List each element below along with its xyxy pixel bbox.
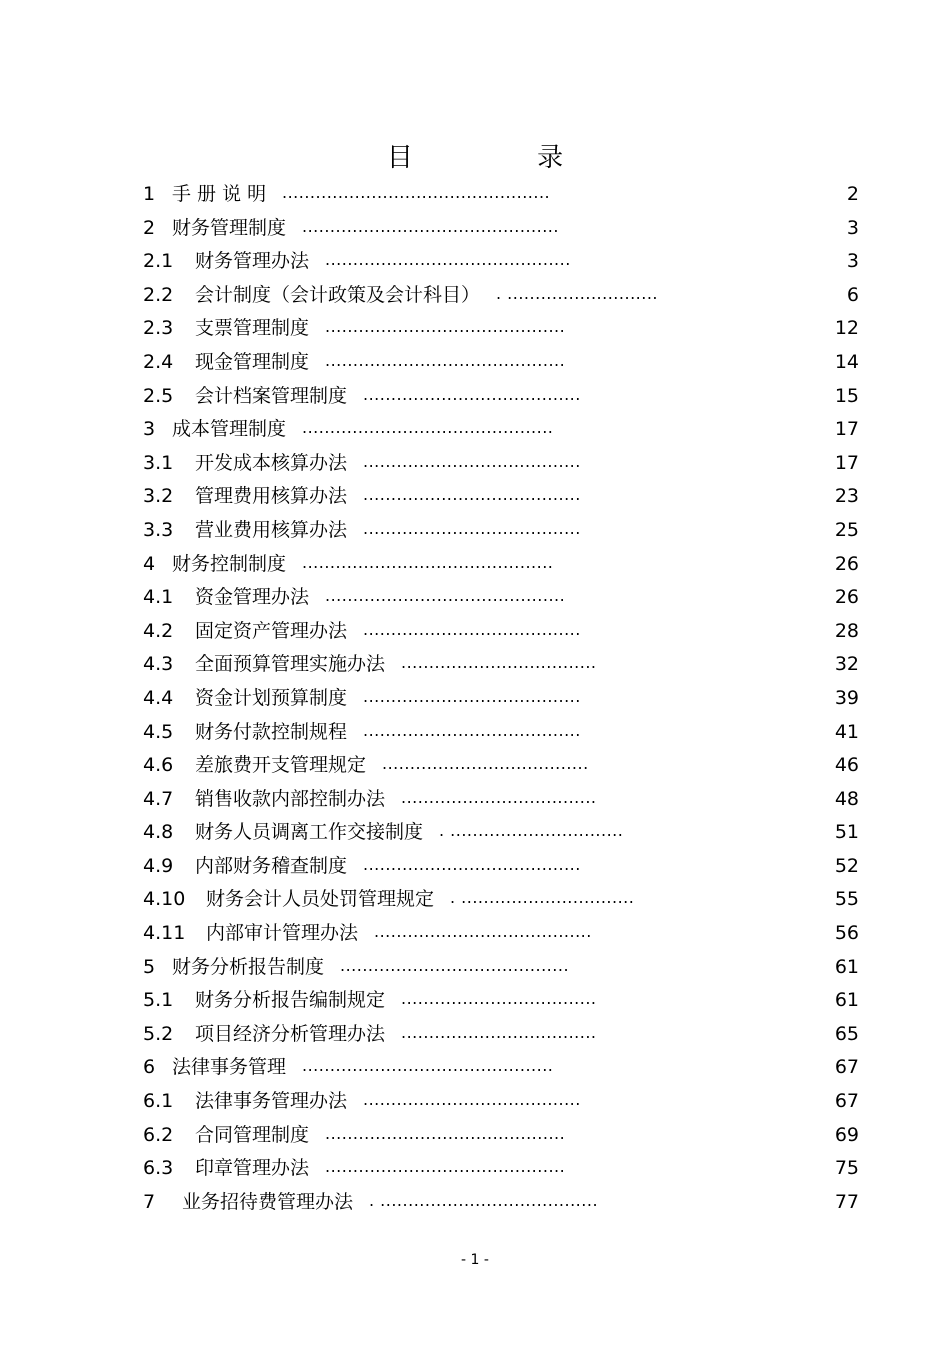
toc-entry-page: 46: [834, 754, 859, 777]
toc-entry-title: 营业费用核算办法: [195, 518, 348, 541]
toc-entry-leader: .............................................: [302, 1056, 554, 1076]
toc-entry-number: 4.5: [143, 720, 174, 743]
toc-entry[interactable]: [0, 312, 950, 346]
toc-entry-leader: ................................................: [282, 183, 551, 202]
toc-entry-page: 26: [834, 586, 859, 609]
toc-entry[interactable]: [0, 245, 950, 279]
toc-entry-page: 48: [834, 787, 859, 810]
toc-entry-leader: ...........................................: [325, 586, 566, 606]
toc-entry-leader: .........................................: [340, 955, 570, 975]
toc-entry[interactable]: [0, 1186, 950, 1220]
toc-entry-number: 4.6: [143, 754, 174, 777]
toc-entry-page: 41: [834, 720, 859, 743]
toc-entry[interactable]: [0, 1152, 950, 1186]
toc-entry-page: 28: [834, 619, 859, 642]
toc-entry-leader: ...................................: [401, 787, 597, 807]
toc-entry-leader: ...................................: [401, 989, 597, 1009]
toc-entry-page: 32: [834, 653, 859, 676]
toc-entry[interactable]: [0, 850, 950, 884]
toc-entry-page: 25: [834, 518, 859, 541]
toc-entry-title: 财务人员调离工作交接制度: [195, 821, 424, 844]
toc-entry-title: 财务会计人员处罚管理规定: [206, 888, 435, 911]
toc-entry-page: 75: [834, 1157, 859, 1180]
toc-entry-page: 17: [834, 418, 859, 441]
toc-entry-title: 业务招待费管理办法: [182, 1190, 354, 1213]
toc-entry-title: 销售收款内部控制办法: [195, 787, 386, 810]
toc-entry[interactable]: [0, 480, 950, 514]
toc-entry-page: 2: [846, 183, 859, 205]
toc-entry-page: 3: [846, 250, 859, 273]
toc-entry-number: 3.3: [143, 518, 174, 541]
toc-entry[interactable]: [0, 1085, 950, 1119]
toc-entry[interactable]: [0, 816, 950, 850]
toc-entry-leader: ...................................: [401, 1022, 597, 1042]
toc-entry[interactable]: [0, 749, 950, 783]
toc-entry[interactable]: [0, 413, 950, 447]
toc-entry-number: 3: [143, 418, 156, 441]
page-title: 目 录: [386, 143, 622, 173]
toc-entry-title: 法律事务管理办法: [195, 1090, 348, 1113]
toc-entry[interactable]: [0, 346, 950, 380]
toc-entry-title: 项目经济分析管理办法: [195, 1022, 386, 1045]
toc-entry-number: 4: [143, 552, 156, 575]
toc-entry-number: 4.2: [143, 619, 174, 642]
toc-entry-number: 4.8: [143, 821, 174, 844]
toc-entry-title: 开发成本核算办法: [195, 451, 348, 474]
toc-entry-page: 6: [846, 283, 859, 306]
toc-entry[interactable]: [0, 581, 950, 615]
toc-entry-number: 1: [143, 183, 156, 205]
toc-entry[interactable]: [0, 514, 950, 548]
toc-entry-page: 52: [834, 854, 859, 877]
toc-entry[interactable]: [0, 682, 950, 716]
toc-entry-title: 全面预算管理实施办法: [195, 653, 386, 676]
toc-entry-page: 3: [846, 216, 859, 239]
toc-entry-number: 4.3: [143, 653, 174, 676]
toc-entry[interactable]: [0, 984, 950, 1018]
toc-entry-number: 2.2: [143, 283, 174, 306]
page-number-footer: - 1 -: [461, 1252, 489, 1268]
toc-entry[interactable]: [0, 178, 950, 212]
toc-entry-number: 6.3: [143, 1157, 174, 1180]
toc-entry-leader: .......................................: [363, 619, 581, 639]
toc-entry-leader: . ...........................: [496, 283, 658, 303]
toc-entry-leader: ...........................................: [325, 350, 566, 370]
toc-entry-title: 印章管理办法: [195, 1157, 310, 1180]
toc-entry[interactable]: [0, 1018, 950, 1052]
toc-entry-leader: ...........................................: [325, 1123, 566, 1143]
toc-entry-title: 财务分析报告编制规定: [195, 989, 386, 1012]
toc-entry-number: 6: [143, 1056, 156, 1079]
toc-entry-title: 资金管理办法: [195, 586, 310, 609]
toc-entry-title: 内部审计管理办法: [206, 922, 359, 945]
toc-entry-leader: .......................................: [363, 854, 581, 874]
toc-entry-page: 77: [834, 1190, 859, 1213]
toc-entry[interactable]: [0, 716, 950, 750]
toc-entry-leader: . .......................................: [369, 1190, 599, 1210]
toc-entry-title: 财务管理制度: [172, 216, 287, 239]
toc-entry-leader: .......................................: [363, 451, 581, 471]
toc-entry-number: 3.2: [143, 485, 174, 508]
toc-entry[interactable]: [0, 548, 950, 582]
toc-entry-number: 4.4: [143, 686, 174, 709]
toc-entry[interactable]: [0, 883, 950, 917]
toc-entry[interactable]: [0, 1119, 950, 1153]
toc-entry-title: 会计档案管理制度: [195, 384, 348, 407]
toc-entry-title: 会计制度（会计政策及会计科目）: [195, 283, 481, 306]
toc-entry-title: 法律事务管理: [172, 1056, 287, 1079]
toc-entry-leader: .......................................: [363, 384, 581, 404]
toc-entry-leader: ...........................................: [325, 317, 566, 337]
toc-entry-number: 4.11: [143, 922, 186, 945]
toc-entry-number: 6.2: [143, 1123, 174, 1146]
toc-entry-page: 23: [834, 485, 859, 508]
table-of-contents: [0, 178, 950, 1219]
toc-entry-title: 内部财务稽查制度: [195, 854, 348, 877]
toc-entry-title: 差旅费开支管理规定: [195, 754, 367, 777]
toc-entry-page: 65: [834, 1022, 859, 1045]
toc-entry-number: 2.3: [143, 317, 174, 340]
toc-entry-title: 合同管理制度: [195, 1123, 310, 1146]
toc-entry[interactable]: [0, 212, 950, 246]
toc-entry-leader: .....................................: [382, 754, 589, 774]
toc-entry-page: 55: [834, 888, 859, 911]
toc-entry-title: 财务分析报告制度: [172, 955, 325, 978]
toc-entry-number: 3.1: [143, 451, 174, 474]
toc-entry-number: 2.5: [143, 384, 174, 407]
toc-entry-title: 成本管理制度: [172, 418, 287, 441]
toc-entry-number: 2.4: [143, 350, 174, 373]
toc-entry-page: 67: [834, 1056, 859, 1079]
toc-entry-leader: .............................................: [302, 552, 554, 572]
toc-entry-page: 61: [834, 989, 859, 1012]
toc-entry-page: 69: [834, 1123, 859, 1146]
toc-entry-title: 固定资产管理办法: [195, 619, 348, 642]
toc-entry-number: 5.2: [143, 1022, 174, 1045]
toc-entry-page: 61: [834, 955, 859, 978]
toc-entry-leader: ...........................................: [325, 1157, 566, 1177]
toc-entry-title: 手 册 说 明: [172, 183, 267, 205]
toc-entry-title: 资金计划预算制度: [195, 686, 348, 709]
toc-entry-leader: ..............................................: [302, 216, 559, 236]
toc-entry-number: 4.7: [143, 787, 174, 810]
toc-entry[interactable]: [0, 648, 950, 682]
toc-entry-page: 12: [834, 317, 859, 340]
toc-entry-leader: .......................................: [363, 485, 581, 505]
toc-entry-title: 财务付款控制规程: [195, 720, 348, 743]
toc-entry[interactable]: [0, 447, 950, 481]
toc-entry-title: 财务管理办法: [195, 250, 310, 273]
toc-entry[interactable]: [0, 615, 950, 649]
toc-entry-number: 4.9: [143, 854, 174, 877]
toc-entry-number: 6.1: [143, 1090, 174, 1113]
toc-entry-page: 39: [834, 686, 859, 709]
toc-entry[interactable]: [0, 951, 950, 985]
toc-entry-leader: ............................................: [325, 250, 571, 270]
toc-entry[interactable]: [0, 783, 950, 817]
toc-entry-number: 4.1: [143, 586, 174, 609]
toc-entry-leader: . ...............................: [450, 888, 635, 908]
toc-entry-leader: .............................................: [302, 418, 554, 438]
toc-entry-number: 5.1: [143, 989, 174, 1012]
toc-entry-leader: .......................................: [363, 1090, 581, 1110]
toc-entry-page: 56: [834, 922, 859, 945]
toc-entry[interactable]: [0, 1051, 950, 1085]
toc-entry[interactable]: [0, 279, 950, 313]
toc-entry-leader: ...................................: [401, 653, 597, 673]
toc-entry-number: 2.1: [143, 250, 174, 273]
toc-entry-number: 2: [143, 216, 156, 239]
toc-entry-leader: .......................................: [363, 518, 581, 538]
toc-entry-leader: .......................................: [363, 686, 581, 706]
toc-entry-page: 26: [834, 552, 859, 575]
toc-entry-number: 7: [143, 1190, 156, 1213]
toc-entry-leader: . ...............................: [439, 821, 624, 841]
toc-entry-leader: .......................................: [374, 922, 592, 942]
toc-entry-page: 17: [834, 451, 859, 474]
toc-entry-leader: .......................................: [363, 720, 581, 740]
toc-entry-title: 管理费用核算办法: [195, 485, 348, 508]
toc-entry-title: 支票管理制度: [195, 317, 310, 340]
toc-entry-number: 4.10: [143, 888, 186, 911]
toc-entry[interactable]: [0, 380, 950, 414]
toc-entry-page: 14: [834, 350, 859, 373]
toc-entry-page: 51: [834, 821, 859, 844]
toc-entry-title: 现金管理制度: [195, 350, 310, 373]
toc-entry-title: 财务控制制度: [172, 552, 287, 575]
toc-entry-page: 15: [834, 384, 859, 407]
toc-entry-number: 5: [143, 955, 156, 978]
toc-entry-page: 67: [834, 1090, 859, 1113]
toc-entry[interactable]: [0, 917, 950, 951]
